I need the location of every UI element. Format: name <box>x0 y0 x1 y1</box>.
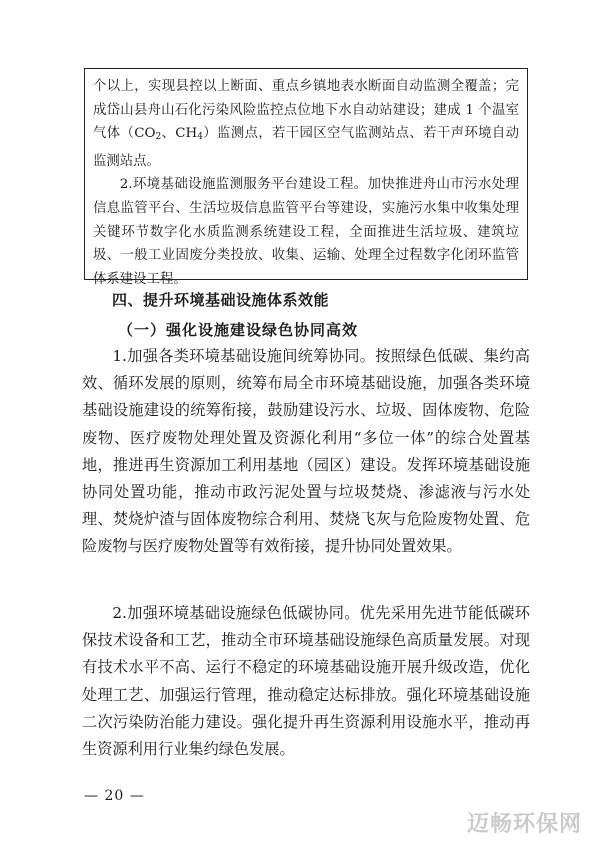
watermark-logo: 迈畅环保网 <box>466 812 582 837</box>
project-box <box>84 68 528 287</box>
page-number: — 20 — <box>84 788 145 804</box>
section-heading: 四、提升环境基础设施体系效能 <box>112 291 330 309</box>
box-text-part-a: 个以上，实现县控以上断面、重点乡镇地表水断面自动监测全覆盖；完成岱山县舟山石化污染风险监控点位地下水自动站建设；建成 1 个温室气体（CO <box>93 79 519 142</box>
subsection-heading: （一）强化设施建设绿色协同高效 <box>118 321 359 339</box>
body-paragraph-2: 2.加强环境基础设施绿色低碳协同。优先采用先进节能低碳环保技术设备和工艺，推动全市环境基础设施绿色高质量发展。对现有技术水平不高、运行不稳定的环境基础设施开展升级改造，优化处理工艺、加强运行管理，推动稳定达标排放。强化环境基础设施二次污染防治能力建设。强化提升再生资源利用设施水平，推动再生资源利用行业集约绿色发展。 <box>82 604 530 759</box>
box-text-part-b: 、CH <box>161 126 198 142</box>
box-paragraph-2: 2.环境基础设施监测服务平台建设工程。加快推进舟山市污水处理信息监管平台、生活垃圾信息监管平台等建设，实施污水集中收集处理关键环节数字化水质监测系统建设工程，全面推进生活垃圾、建筑垃圾、一般工业固废分类投放、收集、运输、处理全过程数字化闭环监管体系建设工程。 <box>93 177 519 287</box>
box-text-part-c: ）监测点，若干园区空气监测站点、若干声环境自动监测站点。 <box>93 126 519 169</box>
body-paragraph-1: 1.加强各类环境基础设施间统筹协同。按照绿色低碳、集约高效、循环发展的原则，统筹布局全市环境基础设施，加强各类环境基础设施建设的统筹衔接，鼓励建设污水、垃圾、固体废物、危险废物、医疗废物处理处置及资源化利用“多位一体”的综合处置基地，推进再生资源加工利用基地（园区）建设。发挥环境基础设施协同处置功能，推动市政污泥处置与垃圾焚烧、渗滤液与污水处理、焚烧炉渣与固体废物综合利用、焚烧飞灰与危险废物处置、危险废物与医疗废物处置等有效衔接，提升协同处置效果。 <box>82 347 530 556</box>
box-paragraph-1 <box>93 75 519 173</box>
subscript-4: 4 <box>197 132 203 143</box>
subscript-2: 2 <box>155 132 162 143</box>
